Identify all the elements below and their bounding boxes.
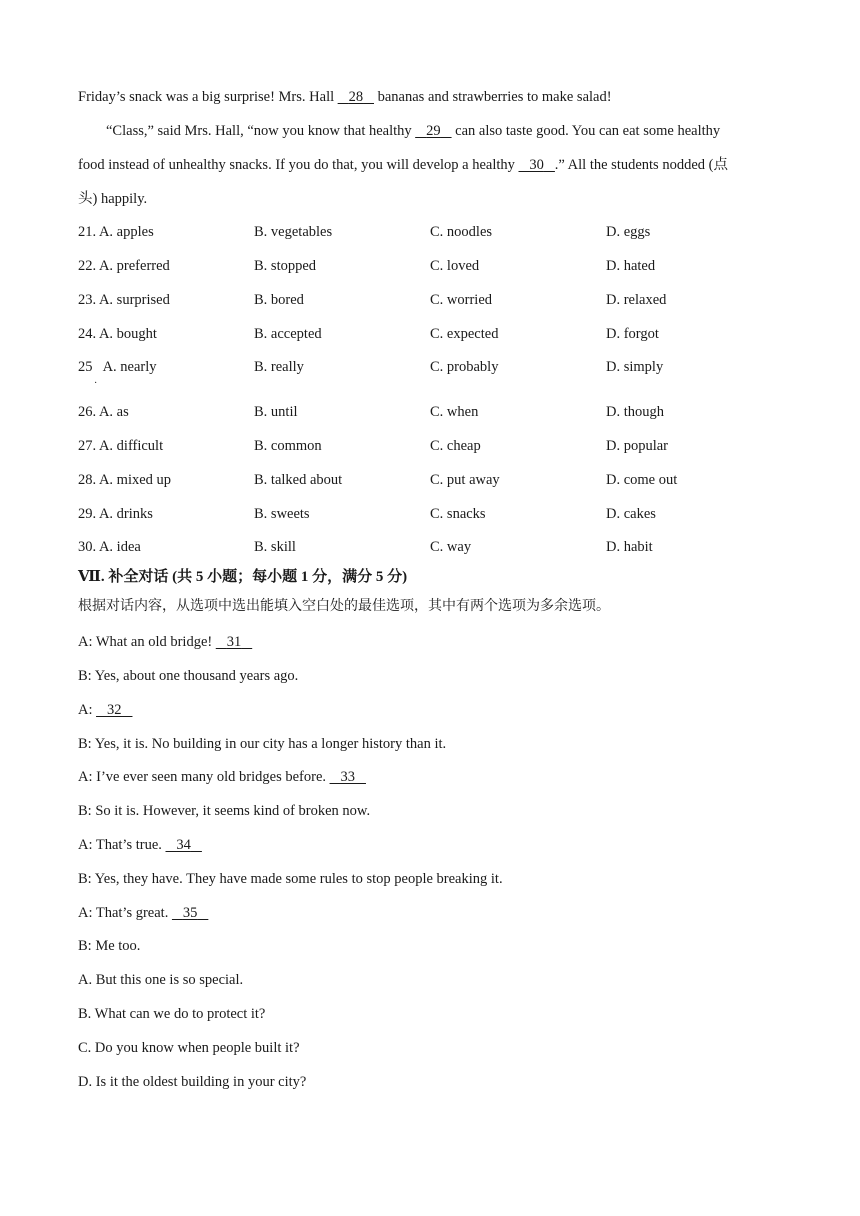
option-b: B. sweets	[254, 506, 310, 522]
option-c: C. when	[430, 404, 479, 420]
passage-line-2	[106, 121, 720, 141]
option-a: 25 A. nearly	[78, 359, 157, 375]
dialogue-text: A: What an old bridge!	[78, 634, 216, 650]
dialogue-text: A:	[78, 702, 97, 718]
passage-line-4: 头) happily.	[78, 191, 148, 207]
stray-dot: ·	[94, 378, 98, 389]
question-26-options	[78, 402, 798, 422]
dialogue-line-7	[78, 835, 202, 855]
option-c: C. cheap	[430, 438, 481, 454]
blank-35: 35	[182, 905, 198, 921]
option-d: D. hated	[606, 258, 656, 274]
section-instruction: 根据对话内容，从选项中选出能填入空白处的最佳选项，其中有两个选项为多余选项。	[78, 599, 610, 614]
option-d: D. relaxed	[606, 292, 667, 308]
blank-28: 28	[348, 89, 364, 105]
blank-29: 29	[426, 123, 441, 139]
option-c: C. expected	[430, 326, 499, 342]
option-c: C. loved	[430, 258, 480, 274]
passage-line-3	[78, 155, 728, 175]
option-b: B. bored	[254, 292, 304, 308]
option-b: B. really	[254, 359, 304, 375]
blank-33: 33	[340, 769, 356, 785]
option-a: 24. A. bought	[78, 326, 157, 342]
dialogue-line-3	[78, 700, 132, 720]
question-27-options	[78, 436, 798, 456]
passage-text: bananas and strawberries to make salad!	[374, 89, 612, 105]
blank-32: 32	[107, 702, 122, 718]
option-c: C. put away	[430, 472, 500, 488]
option-a: 29. A. drinks	[78, 506, 153, 522]
passage-text: Friday’s snack was a big surprise! Mrs. Hall	[78, 89, 338, 105]
dialogue-text: A: That’s great.	[78, 905, 172, 921]
blank-34: 34	[176, 837, 191, 853]
option-b: B. accepted	[254, 326, 322, 342]
option-b: B. stopped	[254, 258, 317, 274]
choice-d: D. Is it the oldest building in your city?	[78, 1074, 307, 1090]
option-c: C. snacks	[430, 506, 486, 522]
option-c: C. noodles	[430, 224, 493, 240]
question-22-options	[78, 256, 798, 276]
dialogue-line-5	[78, 767, 366, 787]
option-a: 21. A. apples	[78, 224, 154, 240]
passage-text: “Class,” said Mrs. Hall, “now you know that healthy	[106, 123, 416, 139]
option-c: C. probably	[430, 359, 499, 375]
option-b: B. common	[254, 438, 322, 454]
option-a: 23. A. surprised	[78, 292, 170, 308]
question-29-options	[78, 504, 798, 524]
question-30-options	[78, 537, 798, 557]
passage-text: food instead of unhealthy snacks. If you do that, you will develop a healthy	[78, 157, 519, 173]
dialogue-line-8: B: Yes, they have. They have made some rules to stop people breaking it.	[78, 871, 503, 887]
question-21-options	[78, 222, 798, 242]
option-a: 30. A. idea	[78, 539, 141, 555]
option-b: B. skill	[254, 539, 296, 555]
option-b: B. talked about	[254, 472, 343, 488]
option-d: D. simply	[606, 359, 664, 375]
choice-c: C. Do you know when people built it?	[78, 1040, 300, 1056]
blank-30: 30	[529, 157, 544, 173]
passage-text: .” All the students nodded (点	[554, 157, 728, 173]
dialogue-line-9	[78, 903, 208, 923]
option-d: D. popular	[606, 438, 669, 454]
option-c: C. way	[430, 539, 472, 555]
option-b: B. vegetables	[254, 224, 333, 240]
option-d: D. habit	[606, 539, 653, 555]
option-d: D. eggs	[606, 224, 651, 240]
question-28-options	[78, 470, 798, 490]
option-a: 22. A. preferred	[78, 258, 170, 274]
option-a: 28. A. mixed up	[78, 472, 172, 488]
section-heading: Ⅶ. 补全对话 (共 5 小题；每小题 1 分，满分 5 分)	[78, 569, 408, 585]
dialogue-line-6: B: So it is. However, it seems kind of broken now.	[78, 803, 371, 819]
dialogue-line-2: B: Yes, about one thousand years ago.	[78, 668, 299, 684]
choice-b: B. What can we do to protect it?	[78, 1006, 266, 1022]
dialogue-line-1	[78, 632, 252, 652]
question-24-options	[78, 324, 798, 344]
dialogue-line-10: B: Me too.	[78, 938, 141, 954]
dialogue-line-4: B: Yes, it is. No building in our city has a longer history than it.	[78, 736, 447, 752]
option-b: B. until	[254, 404, 298, 420]
option-d: D. forgot	[606, 326, 659, 342]
choice-a: A. But this one is so special.	[78, 972, 244, 988]
passage-text: can also taste good. You can eat some healthy	[451, 123, 721, 139]
question-25-options	[78, 357, 798, 377]
option-d: D. though	[606, 404, 664, 420]
option-d: D. come out	[606, 472, 678, 488]
passage-line-1	[78, 87, 612, 107]
option-c: C. worried	[430, 292, 493, 308]
dialogue-text: A: I’ve ever seen many old bridges before.	[78, 769, 330, 785]
blank-31: 31	[226, 634, 242, 650]
option-a: 26. A. as	[78, 404, 129, 420]
option-a: 27. A. difficult	[78, 438, 164, 454]
option-d: D. cakes	[606, 506, 656, 522]
question-23-options	[78, 290, 798, 310]
dialogue-text: A: That’s true.	[78, 837, 166, 853]
